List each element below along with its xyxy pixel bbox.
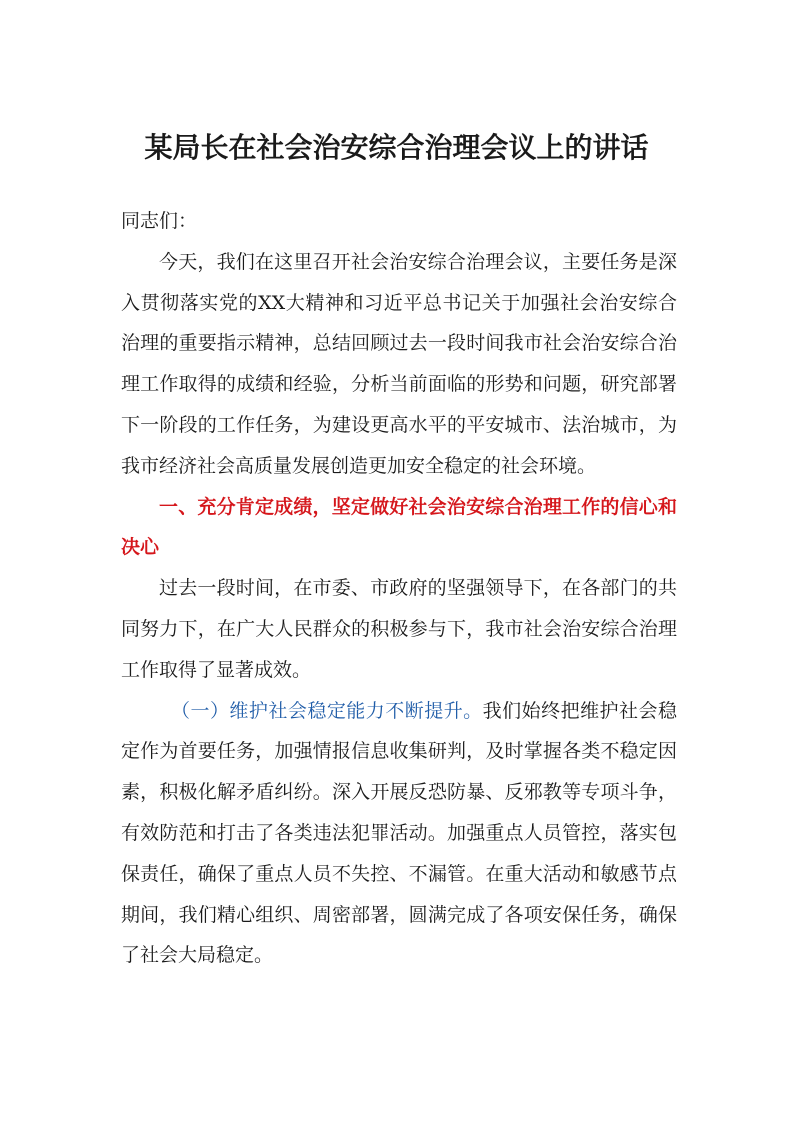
section1-paragraph: 过去一段时间，在市委、市政府的坚强领导下，在各部门的共同努力下，在广大人民群众的积极参与下，我市社会治安综合治理工作取得了显著成效。: [121, 577, 677, 681]
section1-heading: 一、充分肯定成绩，坚定做好社会治安综合治理工作的信心和决心: [121, 495, 677, 559]
document-body: [121, 201, 677, 976]
document-title: 某局长在社会治安综合治理会议上的讲话: [144, 131, 649, 164]
subsection1-heading: （一）维护社会稳定能力不断提升。: [171, 699, 483, 722]
intro-paragraph: 今天，我们在这里召开社会治安综合治理会议，主要任务是深入贯彻落实党的XX大精神和习近平总书记关于加强社会治安综合治理的重要指示精神，总结回顾过去一段时间我市社会治安综合治理工作取得的成绩和经验，分析当前面临的形势和问题，研究部署下一阶段的工作任务，为建设更高水平的平安城市、法治城市，为我市经济社会高质量发展创造更加安全稳定的社会环境。: [121, 250, 677, 477]
subsection1-paragraph-block: [121, 691, 677, 977]
salutation: 同志们：: [121, 210, 198, 232]
subsection1-paragraph: 我们始终把维护社会稳定作为首要任务，加强情报信息收集研判，及时掌握各类不稳定因素，积极化解矛盾纠纷。深入开展反恐防暴、反邪教等专项斗争，有效防范和打击了各类违法犯罪活动。加强重点人员管控，落实包保责任，确保了重点人员不失控、不漏管。在重大活动和敏感节点期间，我们精心组织、周密部署，圆满完成了各项安保任务，确保了社会大局稳定。: [121, 699, 677, 967]
